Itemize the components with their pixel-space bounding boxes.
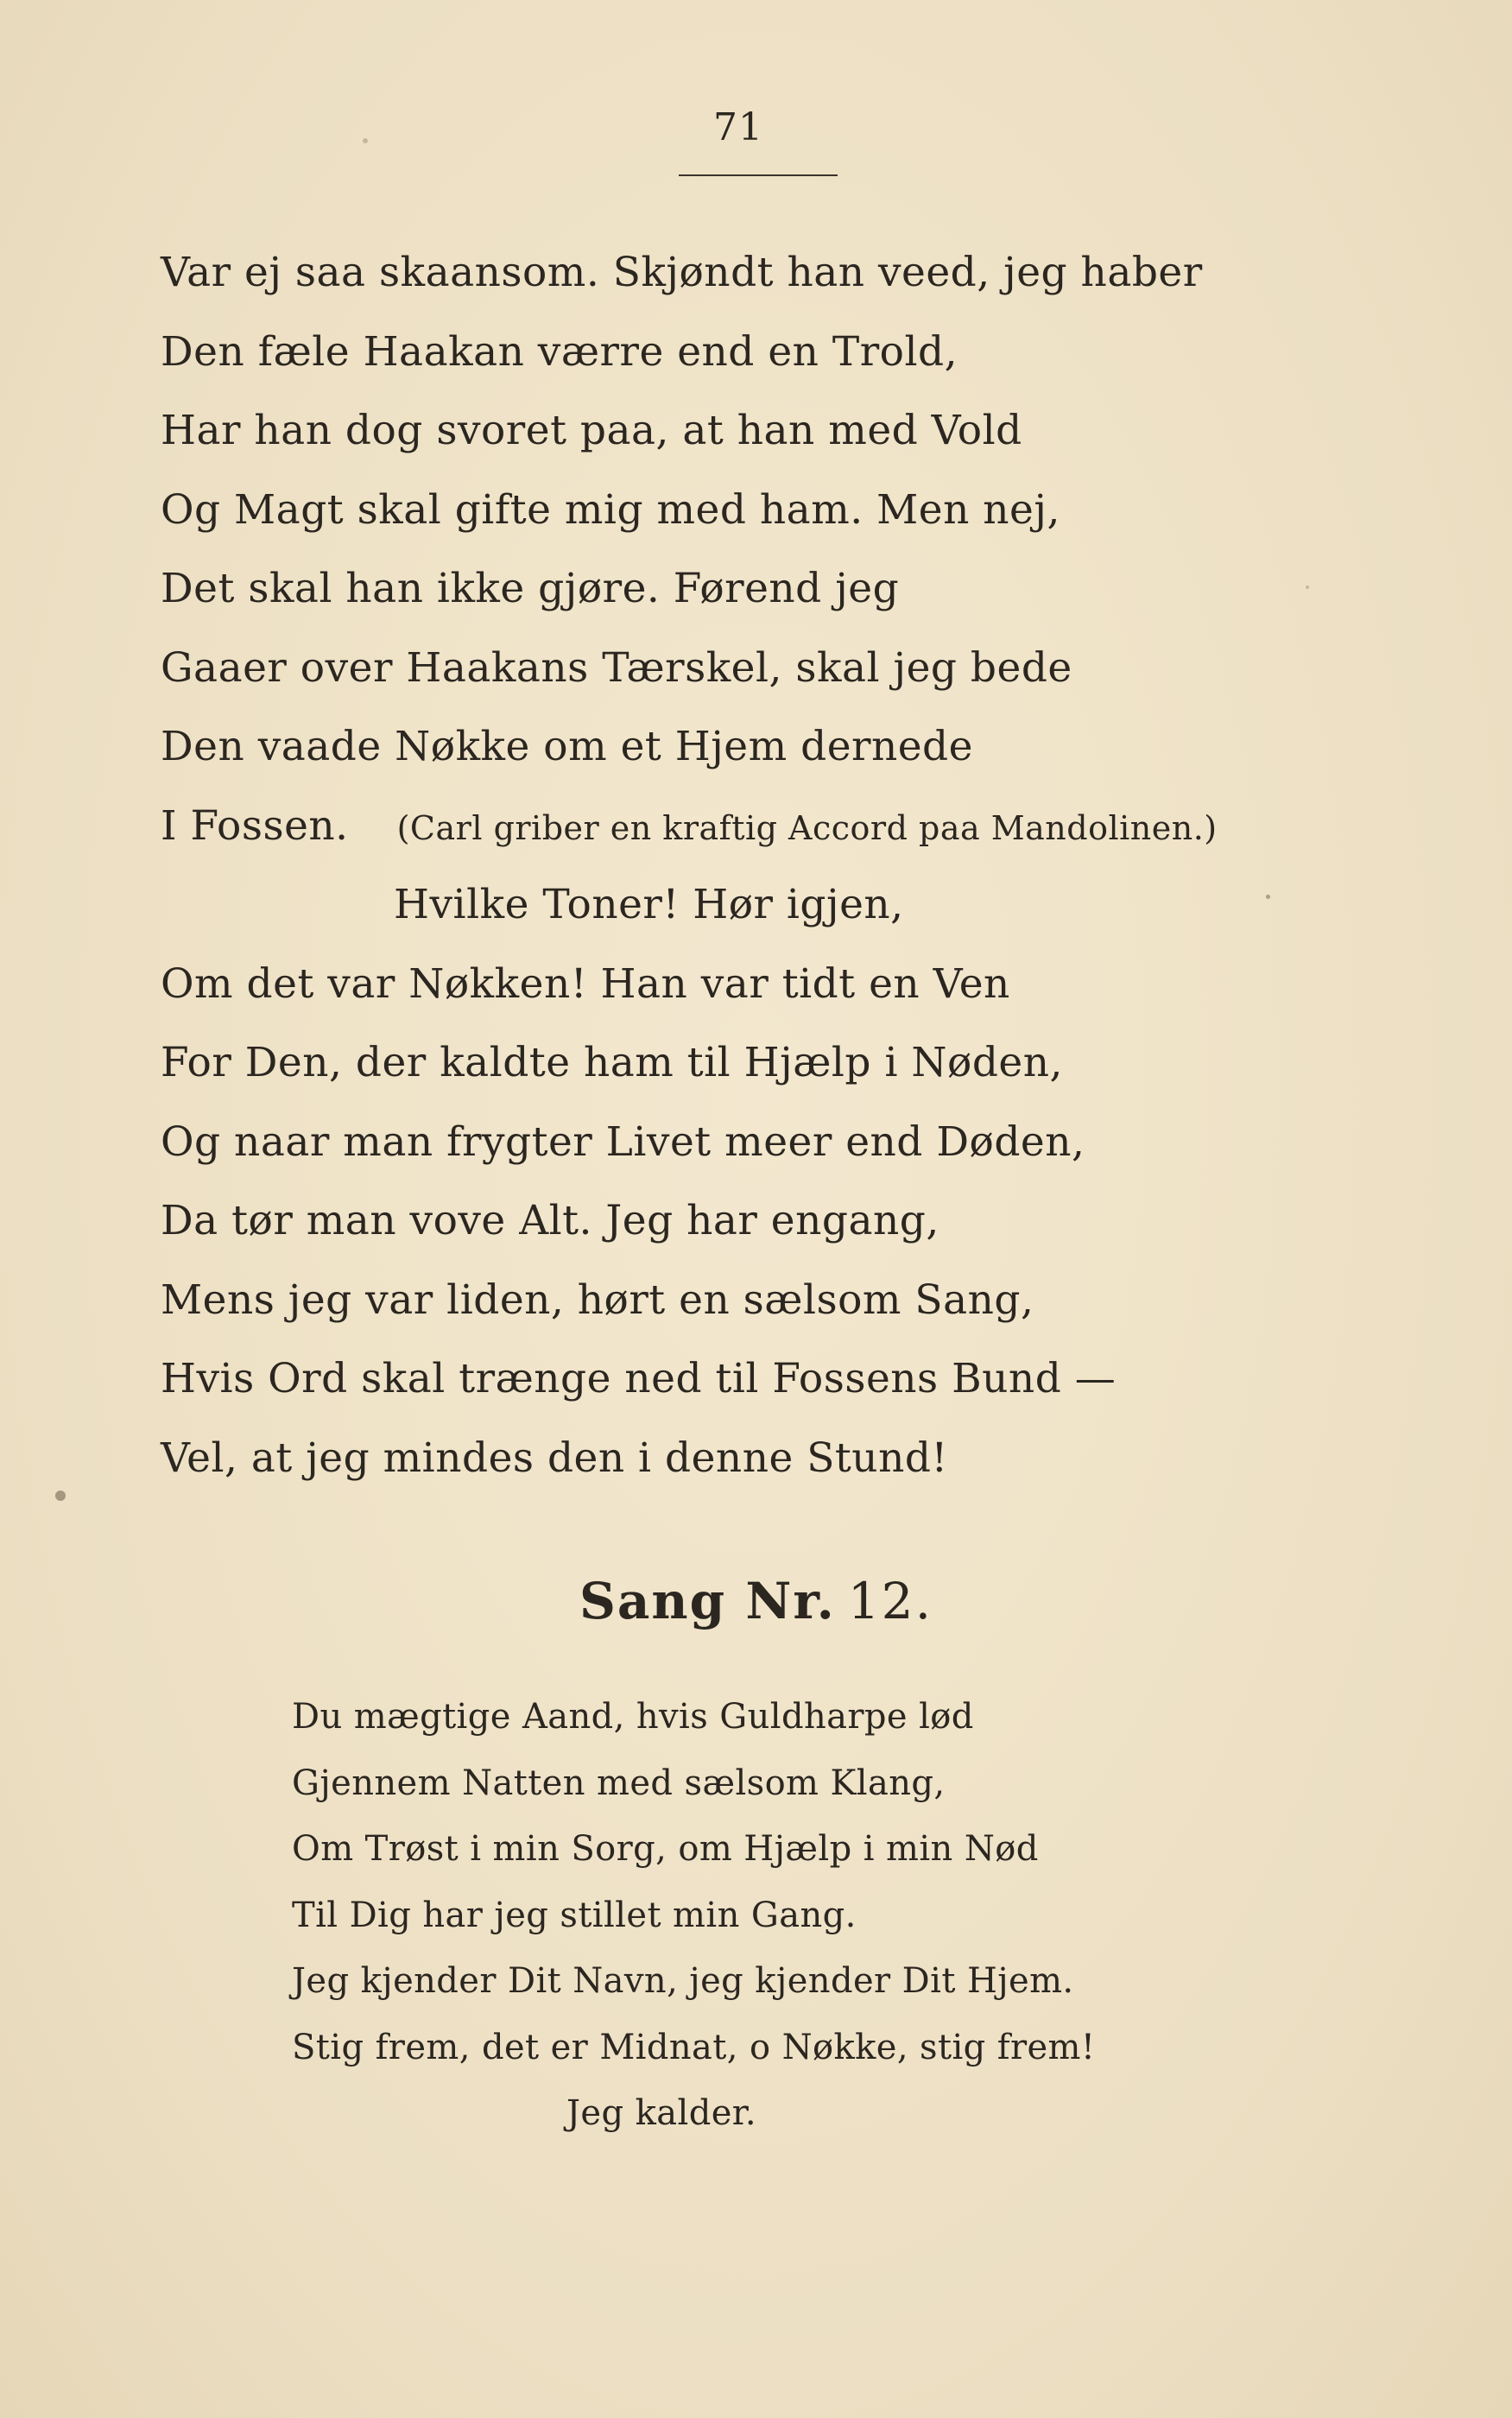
song-line: Jeg kalder. <box>566 2093 757 2133</box>
verse-line: For Den, der kaldte ham til Hjælp i Nøden, <box>161 1039 1063 1086</box>
paper-speck <box>1266 895 1270 899</box>
song-line: Stig frem, det er Midnat, o Nøkke, stig frem! <box>292 2027 1096 2067</box>
song-title: Sang Nr. <box>579 1572 836 1630</box>
verse-line: Gaaer over Haakans Tærskel, skal jeg bede <box>161 643 1072 692</box>
paper-speck <box>1306 586 1309 589</box>
verse-line: Mens jeg var liden, hørt en sælsom Sang, <box>161 1275 1034 1324</box>
verse-line: Den vaade Nøkke om et Hjem dernede <box>161 723 973 770</box>
song-number: 12. <box>847 1572 933 1630</box>
verse-line: Den fæle Haakan værre end en Trold, <box>161 327 958 376</box>
verse-line: Det skal han ikke gjøre. Førend jeg <box>161 565 900 612</box>
verse-line: Og Magt skal gifte mig med ham. Men nej, <box>161 485 1060 534</box>
song-line: Jeg kjender Dit Navn, jeg kjender Dit Hjem. <box>292 1961 1074 2001</box>
verse-block <box>161 233 1218 1497</box>
verse-line: Hvis Ord skal trænge ned til Fossens Bund — <box>161 1355 1117 1402</box>
song-line: Til Dig har jeg stillet min Gang. <box>292 1895 857 1935</box>
song-line: Gjennem Natten med sælsom Klang, <box>292 1763 946 1803</box>
song-heading <box>0 1572 1512 1630</box>
stage-direction: (Carl griber en kraftig Accord paa Mandolinen.) <box>396 808 1218 847</box>
verse-line-with-stage-direction <box>161 787 1218 866</box>
song-line: Om Trøst i min Sorg, om Hjælp i min Nød <box>292 1829 1039 1869</box>
paper-speck <box>55 1491 66 1501</box>
verse-line: Hvilke Toner! Hør igjen, <box>394 881 904 928</box>
song-line: Du mægtige Aand, hvis Guldharpe lød <box>292 1697 974 1737</box>
verse-line: Da tør man vove Alt. Jeg har engang, <box>161 1197 939 1244</box>
song-block <box>292 1684 1095 2147</box>
header-rule <box>679 174 838 176</box>
verse-line: Om det var Nøkken! Han var tidt en Ven <box>161 959 1010 1008</box>
verse-line: Vel, at jeg mindes den i denne Stund! <box>161 1434 948 1482</box>
verse-line: I Fossen. <box>161 801 349 850</box>
verse-line: Og naar man frygter Livet meer end Døden, <box>161 1117 1085 1166</box>
paper-speck <box>363 138 368 143</box>
verse-line: Har han dog svoret paa, at han med Vold <box>161 407 1022 454</box>
page-number: 71 <box>713 105 763 149</box>
verse-line: Var ej saa skaansom. Skjøndt han veed, jeg haber <box>161 249 1203 296</box>
